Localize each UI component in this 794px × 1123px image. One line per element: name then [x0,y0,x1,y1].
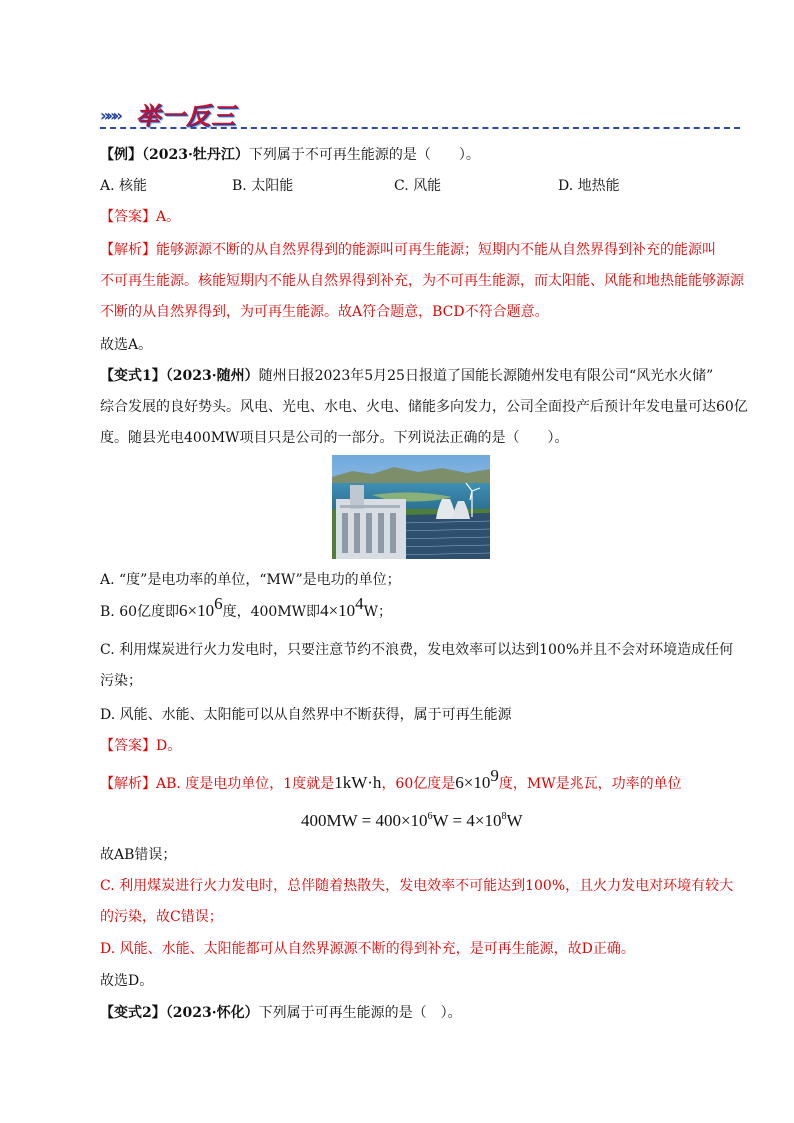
example-conclusion: 故选A。 [100,337,153,353]
option-a: A. 核能 [100,178,148,194]
analysis-tag: 【解析】 [100,776,156,792]
variant1-label: 【变式1】 [100,368,166,384]
equation [301,811,523,831]
analysis-exponent: 9 [490,766,499,785]
variant2-label: 【变式2】 [100,1005,166,1021]
variant1-option-b [100,594,393,622]
variant2-question [100,1003,462,1023]
analysis-text-a: AB. 度是电功单位，1度就是 [156,776,335,792]
variant1-option-c-line: C. 利用煤炭进行火力发电时，只要注意节约不浪费，发电效率可以达到100%并且不会对环境造成任何 [100,642,734,658]
analysis-value: 6×10 [455,773,491,792]
example-analysis-line: 不可再生能源。核能短期内不能从自然界得到补充，为不可再生能源，而太阳能、风能和地热能能够源源 [100,273,744,289]
option-b-exponent-2: 4 [355,594,364,613]
option-c: C. 风能 [394,178,442,194]
example-options [100,176,700,196]
section-banner [100,96,740,130]
example-analysis-line: 【解析】能够源源不断的从自然界得到的能源叫可再生能源；短期内不能从自然界得到补充的能源叫 [100,242,716,258]
option-b-value-1: 6×10 [179,601,215,620]
example-answer: 【答案】A。 [100,209,181,225]
variant1-analysis-line [100,766,682,794]
analysis-text-b: ，60亿度是 [381,776,456,792]
option-b-suffix: W； [363,604,393,620]
variant1-option-d: D. 风能、水能、太阳能可以从自然界中不断获得，属于可再生能源 [100,707,512,723]
banner-arrows-icon: »»» [100,106,120,125]
power-plant-photo [332,455,490,559]
variant1-stem-line: 度。随县光电400MW项目只是公司的一部分。下列说法正确的是（ ）。 [100,430,569,446]
example-analysis-line: 不断的从自然界得到，为可再生能源。故A符合题意，BCD不符合题意。 [100,304,549,320]
variant1-ab-wrong: 故AB错误； [100,847,177,863]
variant1-conclusion: 故选D。 [100,973,154,989]
variant2-source: （2023·怀化） [165,1005,259,1021]
equation-exponent-1: 6 [427,811,433,822]
equation-rhs: W [506,811,523,830]
banner-divider [100,127,740,129]
option-b-value-2: 4×10 [320,601,356,620]
equation-mid: W = 4×10 [432,811,502,830]
variant1-analysis-d: D. 风能、水能、太阳能都可从自然界源源不断的得到补充，是可再生能源，故D正确。 [100,941,635,957]
analysis-text-c: 度，MW是兆瓦，功率的单位 [498,776,682,792]
variant1-option-a: A. “度”是电功率的单位，“MW”是电功的单位； [100,572,401,588]
variant1-answer: 【答案】D。 [100,738,182,754]
example-label: 【例】 [100,147,142,163]
variant1-source: （2023·随州） [165,368,259,384]
option-d: D. 地热能 [558,178,620,194]
variant1-analysis-c-line: 的污染，故C错误； [100,909,223,925]
equation-lhs: 400MW = 400×10 [301,811,428,830]
option-b-mid: 度，400MW即 [222,604,321,620]
variant2-stem: 下列属于可再生能源的是（ ）。 [258,1005,462,1021]
banner-title: 举一反三 [136,101,236,130]
example-source: （2023·牡丹江） [142,147,249,163]
option-b: B. 太阳能 [232,178,294,194]
variant1-question [100,366,713,386]
variant1-option-c-line: 污染； [100,673,142,689]
option-b-prefix: B. 60亿度即 [100,604,180,620]
example-question [100,145,480,165]
variant1-analysis-c-line: C. 利用煤炭进行火力发电时，总伴随着热散失，发电效率不可能达到100%，且火力发电对环境有较大 [100,878,734,894]
analysis-kwh: 1kW·h [334,773,382,792]
power-plant-photo-icon [332,455,490,559]
equation-exponent-2: 8 [501,811,507,822]
variant1-stem-line: 综合发展的良好势头。风电、光电、水电、火电、储能多向发力，公司全面投产后预计年发电量可达60亿 [100,399,748,415]
variant1-stem-line: 随州日报2023年5月25日报道了国能长源随州发电有限公司“风光水火储” [258,368,714,384]
option-b-exponent-1: 6 [214,594,223,613]
example-stem: 下列属于不可再生能源的是（ ）。 [248,147,480,163]
